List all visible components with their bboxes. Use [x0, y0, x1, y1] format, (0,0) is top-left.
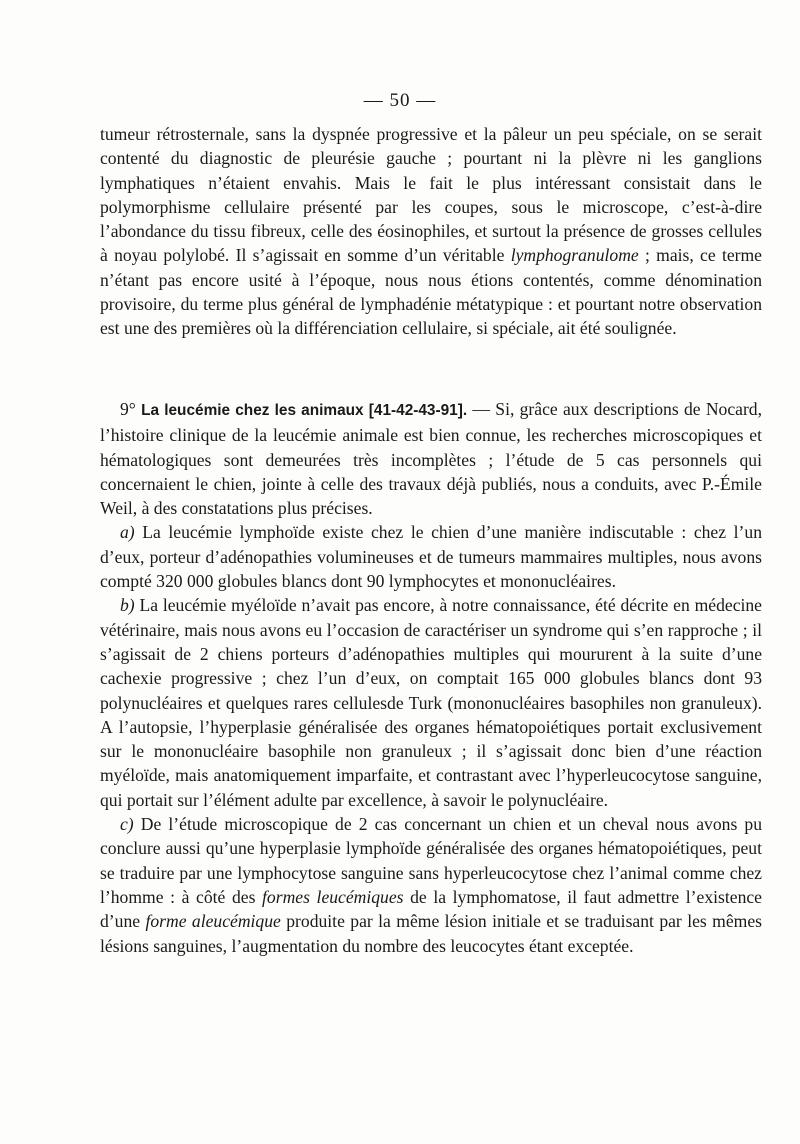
section-9-number: 9°: [120, 399, 142, 419]
section-9-intro: [100, 397, 762, 520]
item-c: [100, 812, 762, 958]
item-a-marker: a): [120, 522, 135, 543]
item-b: [100, 593, 762, 812]
item-c-text-b: de la lymphomatose, il faut admettre l’existence d’une: [100, 886, 762, 932]
term-lymphogranulome: lymphogranulome: [510, 245, 639, 266]
item-c-text-c: produite par la même lésion initiale et se traduisant par les mêmes lésions sanguines, l’augmentation du nombre des leucocytes étant exceptée.: [100, 911, 762, 956]
section-9-references: [41-42-43-91].: [363, 402, 468, 419]
section-9-heading: La leucémie chez les animaux: [141, 402, 364, 419]
paragraph-1-text-a: tumeur rétrosternale, sans la dyspnée progressive et la pâleur un peu spéciale, on se serait contenté du diagnostic de pleurésie gauche ; pourtant ni la plèvre ni les ganglions lymphatiques n’étaient envahis. Mais le fait le plus intéressant consistait dans le polymorphisme cellulaire présenté par les coupes, sous le microscope, c’est-à-dire l’abondance du tissu fibreux, celle des éosinophiles, et surtout la présence de grosses cellules à noyau polylobé. Il s’agissait en somme d’un véritable: [100, 124, 762, 266]
section-9-intro-text: — Si, grâce aux descriptions de Nocard, l’histoire clinique de la leucémie animale est bien connue, les recherches microscopiques et hématologiques sont demeurées très incomplètes ; l’étude de 5 cas personnels qui concernaient le chien, jointe à celle des travaux déjà publiés, nous a conduits, avec P.-Émile Weil, à des constatations plus précises.: [100, 399, 762, 519]
section-9: [100, 397, 762, 958]
term-forme-aleucemique: forme aleucémique: [145, 911, 281, 932]
item-b-text: La leucémie myéloïde n’avait pas encore, à notre connaissance, été décrite en médecine vétérinaire, mais nous avons eu l’occasion de caractériser un syndrome qui s’en rapproche ; il s’agissait de 2 chiens porteurs d’adénopathies multiples qui moururent à la suite d’une cachexie progressive ; chez l’un d’eux, on comptait 165 000 globules blancs dont 93 polynucléaires et quelques rares cellulesde Turk (mononucléaires basophiles non granuleux). A l’autopsie, l’hyperplasie généralisée des organes hématopoiétiques portait exclusivement sur le mononucléaire basophile non granuleux ; il s’agissait donc bien d’une réaction myéloïde, mais anatomiquement imparfaite, et contrastant avec l’hyperleucocytose sanguine, qui portait sur l’élément adulte par excellence, à savoir le polynucléaire.: [100, 595, 762, 810]
item-c-marker: c): [120, 814, 134, 835]
page-number: — 50 —: [363, 90, 437, 111]
item-a: [100, 520, 762, 593]
paragraph-1: [100, 122, 762, 341]
term-formes-leucemiques: formes leucémiques: [262, 886, 404, 907]
item-a-text: La leucémie lymphoïde existe chez le chien d’une manière indiscutable : chez l’un d’eux, porteur d’adénopathies volumineuses et de tumeurs mammaires multiples, nous avons compté 320 000 globules blancs dont 90 lymphocytes et mononucléaires.: [100, 522, 762, 592]
item-b-marker: b): [120, 595, 135, 616]
item-c-text-a: De l’étude microscopique de 2 cas concernant un chien et un cheval nous avons pu conclure aussi qu’une hyperplasie lymphoïde généralisée des organes hématopoiétiques, peut se traduire par une lymphocytose sanguine sans hyperleucocytose chez l’animal comme chez l’homme : à côté des: [100, 814, 762, 907]
paragraph-1-text-b: ; mais, ce terme n’étant pas encore usité à l’époque, nous nous étions contentés, comme dénomination provisoire, du terme plus général de lymphadénie métatypique : et pourtant notre observation est une des premières où la différenciation cellulaire, si spéciale, ait été soulignée.: [100, 245, 762, 339]
paragraph-continuation: [100, 122, 762, 341]
